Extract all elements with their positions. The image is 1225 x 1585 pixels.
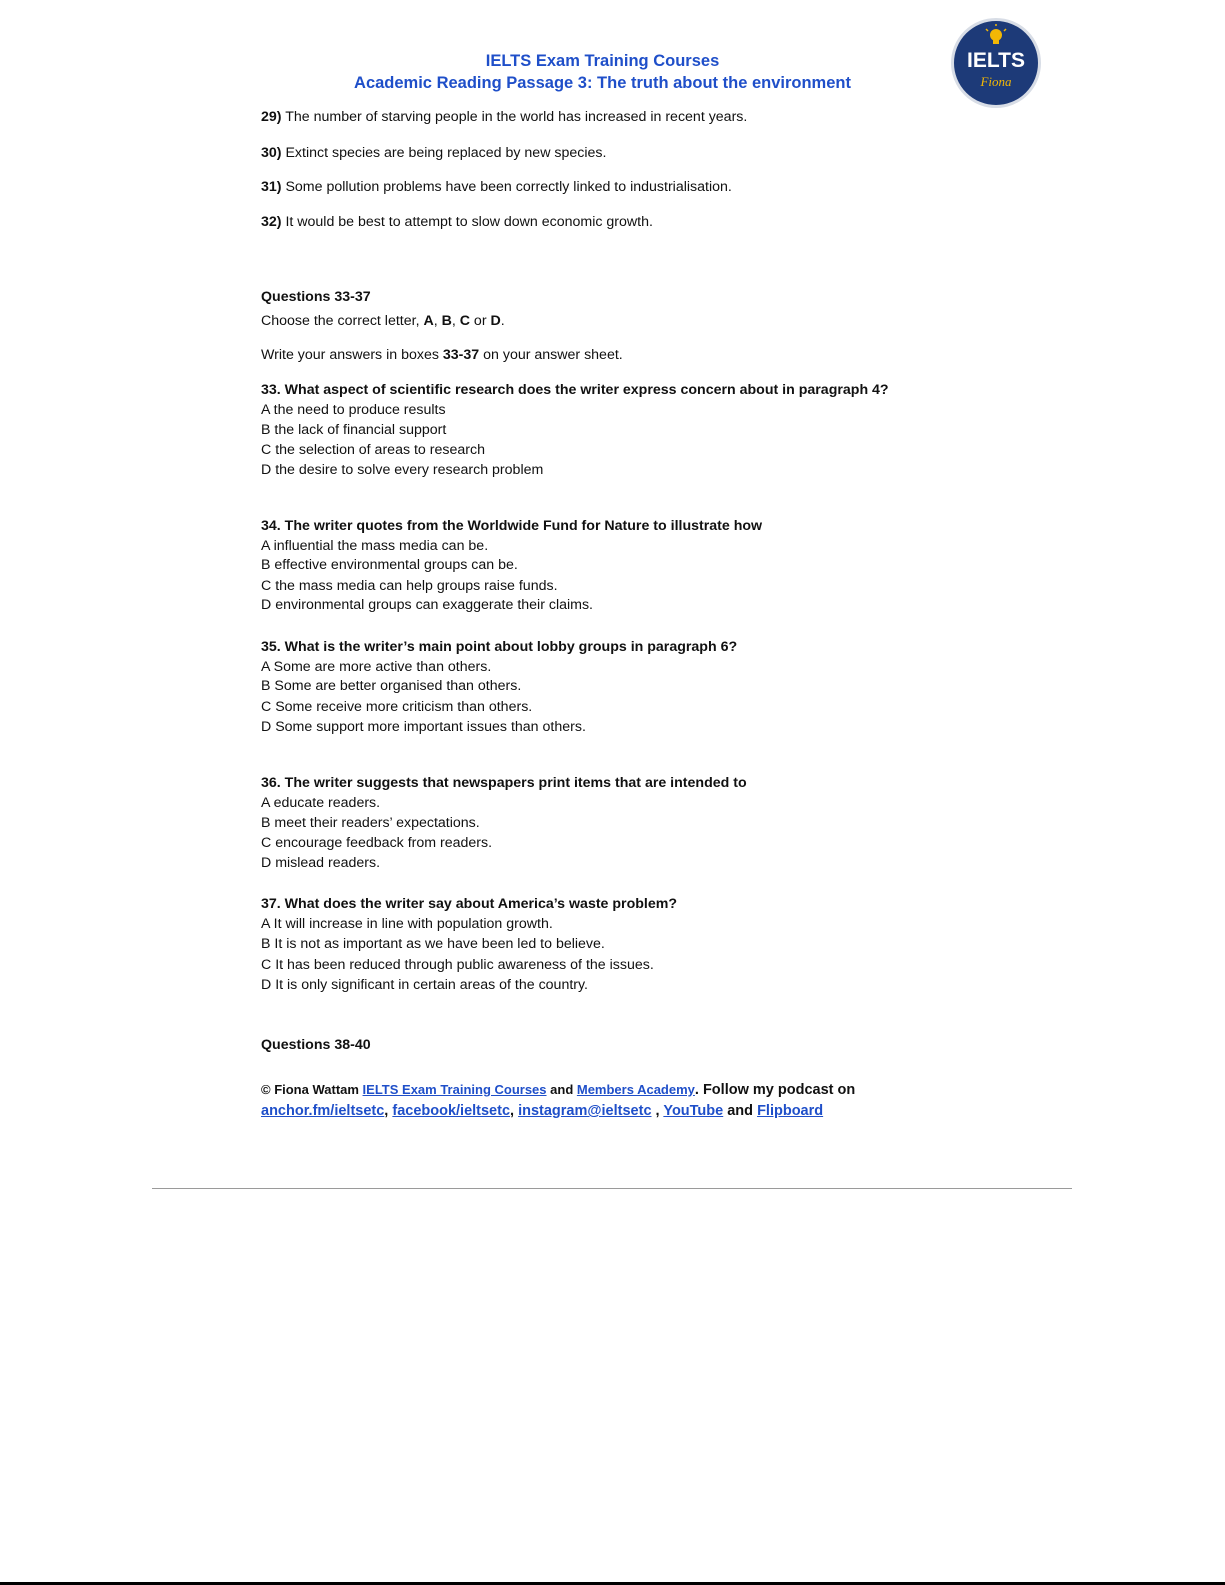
option: C the selection of areas to research <box>261 442 485 458</box>
link-anchor[interactable]: anchor.fm/ieltsetc <box>261 1103 385 1119</box>
header-title: IELTS Exam Training Courses <box>485 52 720 70</box>
link-instagram[interactable]: instagram@ieltsetc <box>518 1103 652 1119</box>
question-34-stem: 34. The writer quotes from the Worldwide Fund for Nature to illustrate how <box>261 518 763 534</box>
option: B Some are better organised than others. <box>261 678 522 694</box>
statement-31: 31) Some pollution problems have been correctly linked to industrialisation. <box>261 179 732 195</box>
option: A the need to produce results <box>261 402 446 418</box>
link-members-academy[interactable]: Members Academy <box>576 1082 695 1097</box>
option: B meet their readers’ expectations. <box>261 815 480 831</box>
option: D environmental groups can exaggerate their claims. <box>261 597 593 613</box>
statement-29: 29) The number of starving people in the world has increased in recent years. <box>261 109 748 125</box>
question-37-stem: 37. What does the writer say about America’s waste problem? <box>261 896 678 912</box>
logo-subtext: Fiona <box>980 74 1012 89</box>
link-facebook[interactable]: facebook/ieltsetc <box>392 1103 511 1119</box>
link-youtube[interactable]: YouTube <box>663 1103 724 1119</box>
option: D Some support more important issues than others. <box>261 719 586 735</box>
statement-30: 30) Extinct species are being replaced by new species. <box>261 145 607 161</box>
link-ielts-courses[interactable]: IELTS Exam Training Courses <box>362 1082 547 1097</box>
link-flipboard[interactable]: Flipboard <box>757 1103 824 1119</box>
instruction-write: Write your answers in boxes 33-37 on your answer sheet. <box>261 347 623 363</box>
option: C the mass media can help groups raise funds. <box>261 578 558 594</box>
option: D mislead readers. <box>261 855 381 871</box>
option: C encourage feedback from readers. <box>261 835 493 851</box>
option: D the desire to solve every research problem <box>261 462 544 478</box>
question-33-stem: 33. What aspect of scientific research does the writer express concern about in paragraph 4? <box>261 382 889 398</box>
instruction-choose: Choose the correct letter, A, B, C or D. <box>261 313 505 329</box>
option: A It will increase in line with population growth. <box>261 916 553 932</box>
option: A Some are more active than others. <box>261 659 492 675</box>
question-36-stem: 36. The writer suggests that newspapers print items that are intended to <box>261 775 747 791</box>
statement-32: 32) It would be best to attempt to slow down economic growth. <box>261 214 653 230</box>
option: C It has been reduced through public awareness of the issues. <box>261 957 654 973</box>
option: D It is only significant in certain areas of the country. <box>261 977 588 993</box>
option: B It is not as important as we have been led to believe. <box>261 936 605 952</box>
footer-links-line: anchor.fm/ieltsetc, facebook/ieltsetc, instagram@ieltsetc , YouTube and Flipboard <box>261 1103 824 1119</box>
footer-copyright-line: © Fiona Wattam IELTS Exam Training Courses and Members Academy. Follow my podcast on <box>261 1082 856 1098</box>
option: A educate readers. <box>261 795 381 811</box>
section-heading-38-40: Questions 38-40 <box>261 1037 371 1053</box>
option: B the lack of financial support <box>261 422 447 438</box>
option: A influential the mass media can be. <box>261 538 489 554</box>
section-heading-33-37: Questions 33-37 <box>261 289 371 305</box>
logo-text: IELTS <box>967 49 1025 72</box>
ielts-fiona-logo <box>951 18 1041 108</box>
question-35-stem: 35. What is the writer’s main point about lobby groups in paragraph 6? <box>261 639 738 655</box>
option: B effective environmental groups can be. <box>261 557 518 573</box>
page-divider <box>152 1188 1072 1189</box>
option: C Some receive more criticism than others. <box>261 699 533 715</box>
header-subtitle: Academic Reading Passage 3: The truth about the environment <box>354 74 851 92</box>
